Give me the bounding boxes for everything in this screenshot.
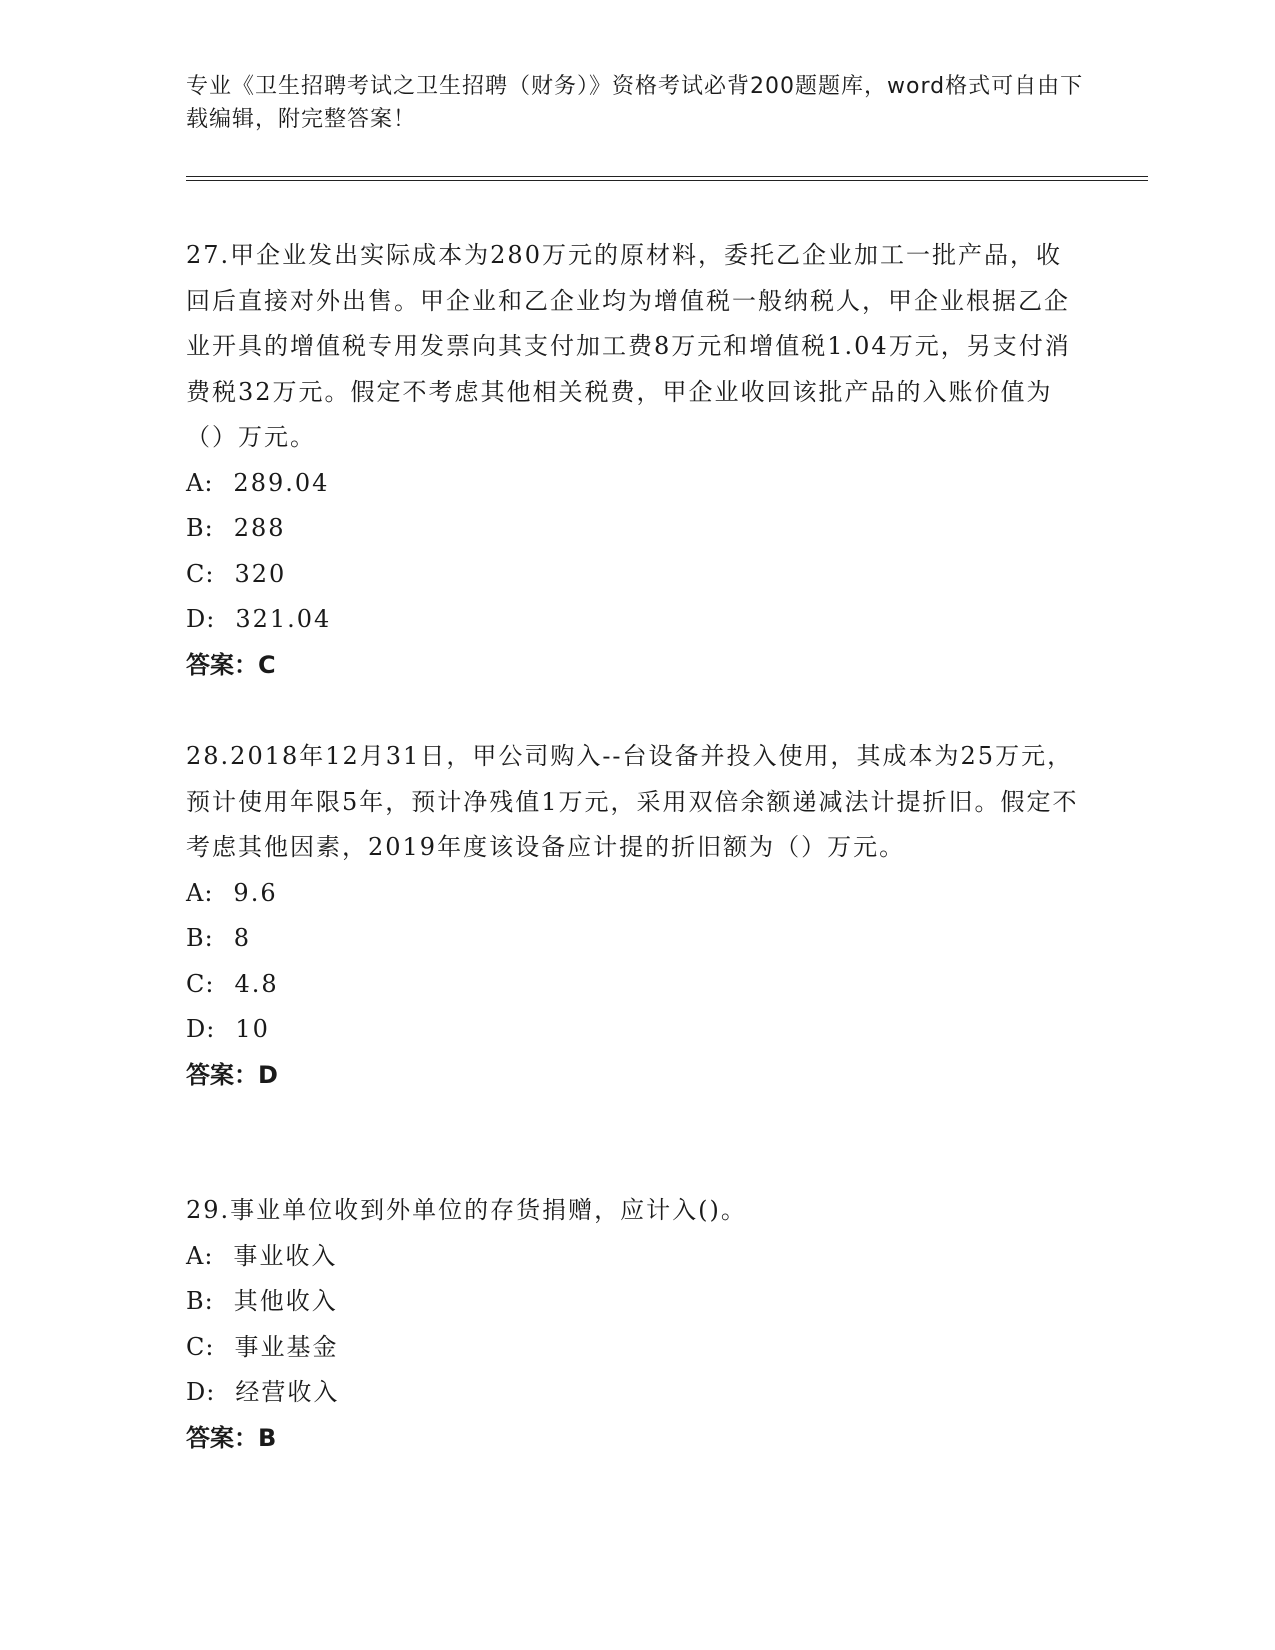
option-text: 320 [234,559,287,588]
option-letter: C: [186,559,215,588]
option-text: 10 [235,1015,270,1043]
option-text: 9.6 [233,878,278,907]
option-a [186,871,1086,917]
option-letter: D: [186,1378,216,1406]
header-divider [186,176,1148,181]
question-stem: 29.事业单位收到外单位的存货捐赠，应计入()。 [186,1196,747,1224]
answer-line: 答案：B [186,1423,277,1452]
option-letter: B: [186,514,214,542]
answer-line: 答案：D [186,1060,278,1089]
option-d [186,1370,1086,1416]
option-letter: A: [186,878,214,907]
option-text: 289.04 [233,468,330,497]
option-c [186,962,1086,1008]
page-header [186,70,1086,136]
option-c [186,552,1086,598]
option-a [186,1234,1086,1280]
option-text: 8 [233,924,252,952]
option-text: 321.04 [235,605,332,633]
option-text: 其他收入 [233,1287,338,1315]
option-c [186,1325,1086,1371]
option-text: 288 [233,514,286,542]
option-letter: C: [186,969,215,998]
option-d [186,1007,1086,1053]
question-28 [186,734,1086,1098]
answer-line: 答案：C [186,650,276,679]
option-b [186,1279,1086,1325]
option-a [186,461,1086,507]
option-letter: B: [186,924,214,952]
option-b [186,916,1086,962]
option-text: 事业基金 [234,1332,339,1361]
header-title: 专业《卫生招聘考试之卫生招聘（财务）》资格考试必背200题题库，word格式可自由下载编辑，附完整答案！ [186,74,1084,132]
option-d [186,597,1086,643]
option-b [186,506,1086,552]
option-letter: D: [186,605,216,633]
option-letter: A: [186,1241,214,1270]
option-text: 经营收入 [235,1378,340,1406]
option-letter: B: [186,1287,214,1315]
option-letter: C: [186,1332,215,1361]
question-29 [186,1188,1086,1461]
option-letter: A: [186,468,214,497]
question-stem: 27.甲企业发出实际成本为280万元的原材料，委托乙企业加工一批产品，收回后直接对外出售。甲企业和乙企业均为增值税一般纳税人，甲企业根据乙企业开具的增值税专用发票向其支付加工费8万元和增值税1.04万元，另支付消费税32万元。假定不考虑其他相关税费，甲企业收回该批产品的入账价值为（）万元。 [186,241,1071,451]
question-27 [186,233,1086,688]
option-text: 4.8 [234,969,279,998]
option-text: 事业收入 [233,1241,338,1270]
question-stem: 28.2018年12月31日，甲公司购入--台设备并投入使用，其成本为25万元，预计使用年限5年，预计净残值1万元，采用双倍余额递减法计提折旧。假定不考虑其他因素，2019年度该设备应计提的折旧额为（）万元。 [186,742,1079,861]
option-letter: D: [186,1015,216,1043]
